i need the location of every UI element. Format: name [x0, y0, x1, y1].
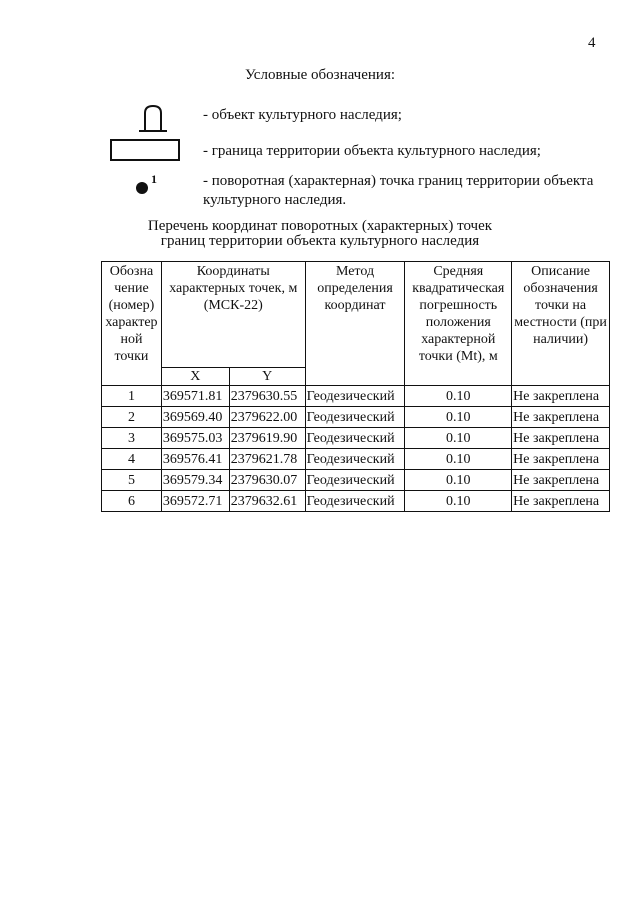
cell-error: 0.10 [405, 470, 512, 491]
table-row [102, 470, 610, 491]
table-row [102, 491, 610, 512]
table-row [102, 449, 610, 470]
header-designation: Обозна чение (номер) характер ной точки [102, 262, 162, 386]
cell-description: Не закреплена [512, 386, 610, 407]
header-x: X [161, 368, 229, 386]
cell-description: Не закреплена [512, 428, 610, 449]
cell-x: 369575.03 [161, 428, 229, 449]
cell-description: Не закреплена [512, 470, 610, 491]
cell-y: 2379619.90 [229, 428, 305, 449]
cell-y: 2379632.61 [229, 491, 305, 512]
cell-y: 2379630.07 [229, 470, 305, 491]
cell-number: 6 [102, 491, 162, 512]
coordinates-table [101, 261, 610, 512]
cell-y: 2379622.00 [229, 407, 305, 428]
cell-method: Геодезический [305, 386, 405, 407]
cell-description: Не закреплена [512, 449, 610, 470]
cell-number: 5 [102, 470, 162, 491]
cell-error: 0.10 [405, 407, 512, 428]
header-y: Y [229, 368, 305, 386]
turning-point-icon [136, 182, 148, 194]
table-row [102, 428, 610, 449]
table-title [0, 219, 640, 249]
cell-description: Не закреплена [512, 407, 610, 428]
table-title-line-1: Перечень координат поворотных (характерных) точек [147, 218, 493, 234]
header-coordinates: Координаты характерных точек, м (МСК-22) [161, 262, 305, 368]
cell-number: 2 [102, 407, 162, 428]
header-error: Средняя квадратическая погрешность положения характерной точки (Mt), м [405, 262, 512, 386]
cell-description: Не закреплена [512, 491, 610, 512]
cell-x: 369576.41 [161, 449, 229, 470]
territory-boundary-icon [110, 139, 180, 161]
turning-point-label: 1 [151, 172, 157, 186]
cell-number: 4 [102, 449, 162, 470]
legend-text-turning-point: - поворотная (характерная) точка границ территории объекта культурного наследия. [203, 173, 594, 208]
page-number: 4 [588, 35, 596, 51]
cell-number: 3 [102, 428, 162, 449]
cell-x: 369579.34 [161, 470, 229, 491]
legend-title: Условные обозначения: [244, 67, 396, 83]
cell-method: Геодезический [305, 470, 405, 491]
legend-text-territory-boundary: - граница территории объекта культурного наследия; [203, 143, 541, 159]
cell-x: 369572.71 [161, 491, 229, 512]
cell-error: 0.10 [405, 449, 512, 470]
table-row [102, 386, 610, 407]
legend-text-heritage-object: - объект культурного наследия; [203, 107, 402, 123]
cell-error: 0.10 [405, 386, 512, 407]
cell-error: 0.10 [405, 491, 512, 512]
cell-number: 1 [102, 386, 162, 407]
cell-y: 2379621.78 [229, 449, 305, 470]
header-method: Метод определения координат [305, 262, 405, 386]
header-description: Описание обозначения точки на местности (при наличии) [512, 262, 610, 386]
cell-y: 2379630.55 [229, 386, 305, 407]
cell-method: Геодезический [305, 491, 405, 512]
table-title-line-2: границ территории объекта культурного наследия [160, 233, 480, 249]
table-row [102, 407, 610, 428]
cell-x: 369571.81 [161, 386, 229, 407]
heritage-object-icon [138, 103, 168, 135]
cell-x: 369569.40 [161, 407, 229, 428]
cell-method: Геодезический [305, 407, 405, 428]
cell-method: Геодезический [305, 428, 405, 449]
cell-error: 0.10 [405, 428, 512, 449]
cell-method: Геодезический [305, 449, 405, 470]
